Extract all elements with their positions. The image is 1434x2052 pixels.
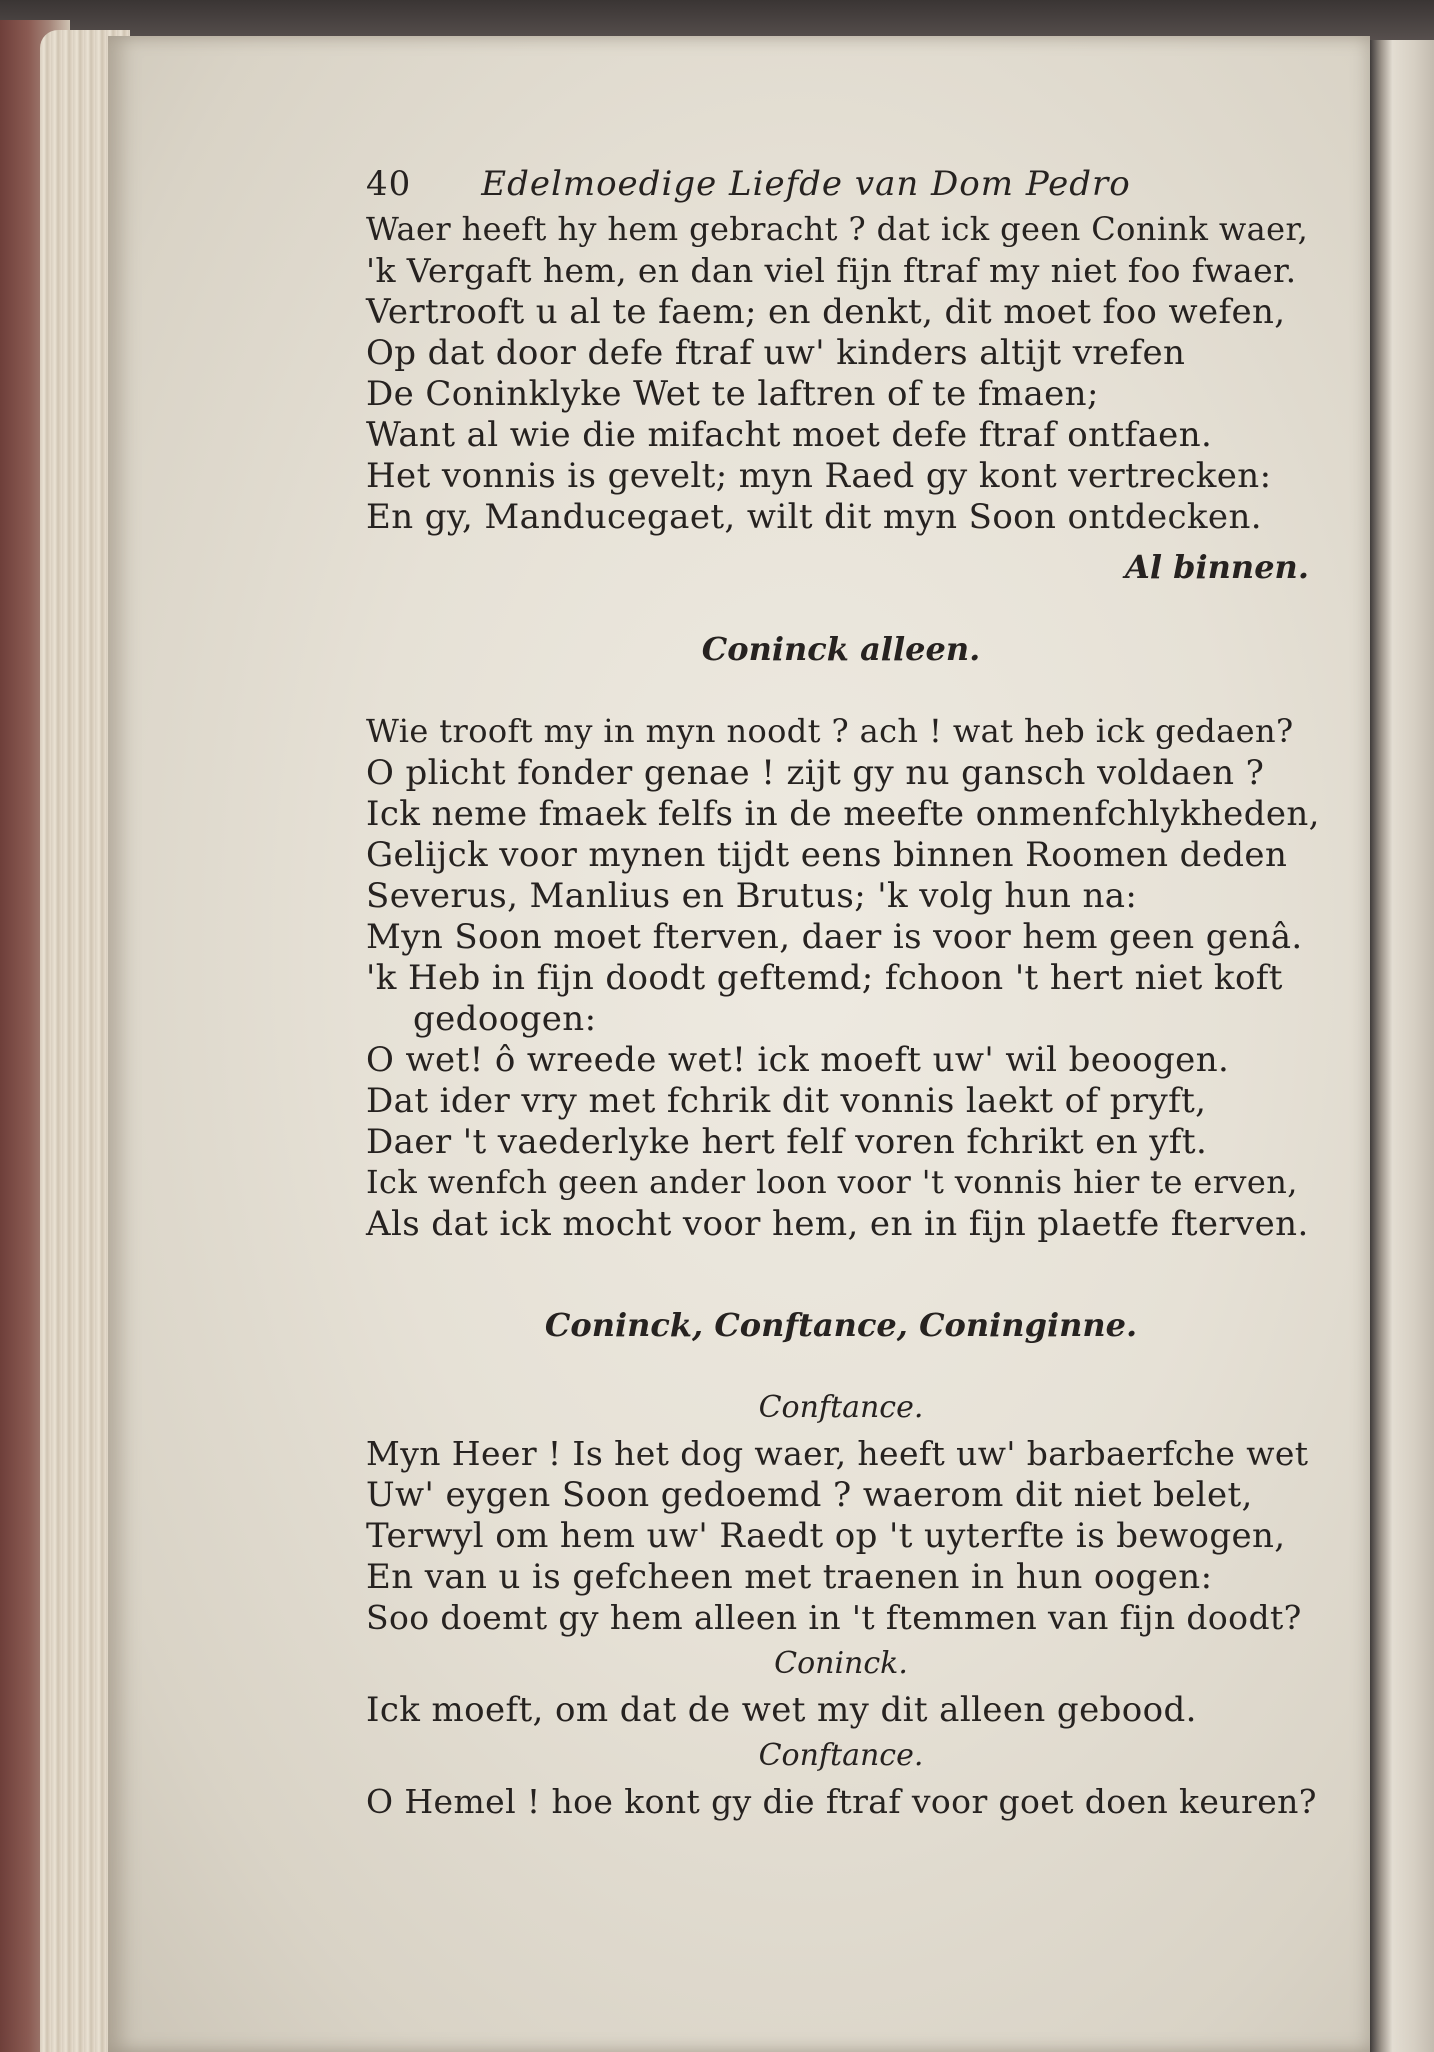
verse-line: Vertrooft u al te faem; en denkt, dit moet foo wefen, — [366, 292, 1286, 332]
verse-line: Wie trooft my in myn noodt ? ach ! wat heb ick gedaen? — [366, 712, 1294, 750]
stage-direction: Al binnen. — [1125, 548, 1309, 586]
verse-line: En gy, Manducegaet, wilt dit myn Soon ontdecken. — [366, 497, 1262, 537]
speaker-name: Coninck. — [774, 1646, 908, 1681]
scene-heading: Coninck, Conftance, Coninginne. — [544, 1306, 1138, 1344]
verse-line: Waer heeft hy hem gebracht ? dat ick geen Conink waer, — [366, 210, 1309, 248]
verse-line: Myn Soon moet fterven, daer is voor hem geen genâ. — [366, 917, 1303, 957]
page-number: 40 — [366, 164, 412, 204]
running-title: Edelmoedige Liefde van Dom Pedro — [481, 164, 1131, 204]
verse-line: 'k Vergaft hem, en dan viel fijn ftraf my niet foo fwaer. — [366, 251, 1297, 290]
verse-line: Myn Heer ! Is het dog waer, heeft uw' barbaerfche wet — [366, 1434, 1309, 1473]
scene-heading: Coninck alleen. — [701, 630, 981, 668]
verse-line: Gelijck voor mynen tijdt eens binnen Roomen deden — [366, 835, 1288, 875]
verse-line: Als dat ick mocht voor hem, en in fijn plaetfe fterven. — [366, 1204, 1309, 1244]
verse-line: O wet! ô wreede wet! ick moeft uw' wil beoogen. — [366, 1040, 1230, 1080]
verse-line: Op dat door defe ftraf uw' kinders altijt vrefen — [366, 333, 1186, 373]
verse-line: Daer 't vaederlyke hert felf voren fchrikt en yft. — [366, 1122, 1208, 1162]
verse-line: Het vonnis is gevelt; myn Raed gy kont vertrecken: — [366, 456, 1272, 496]
verse-line: O plicht fonder genae ! zijt gy nu gansch voldaen ? — [366, 753, 1265, 793]
verse-line: Ick neme fmaek felfs in de meefte onmenfchlykheden, — [366, 794, 1320, 834]
verse-line: Ick wenfch geen ander loon voor 't vonnis hier te erven, — [366, 1163, 1298, 1201]
verse-line-continued: gedoogen: — [413, 999, 597, 1039]
verse-line: 'k Heb in fijn doodt geftemd; fchoon 't hert niet koft — [366, 958, 1283, 998]
verse-line: Want al wie die mifacht moet defe ftraf ontfaen. — [366, 415, 1213, 455]
speaker-name: Conftance. — [758, 1738, 924, 1773]
verse-line: De Coninklyke Wet te laftren of te fmaen; — [366, 374, 1099, 414]
verse-line: Severus, Manlius en Brutus; 'k volg hun na: — [366, 876, 1138, 916]
verse-line: Uw' eygen Soon gedoemd ? waerom dit niet belet, — [366, 1475, 1253, 1515]
running-header — [366, 164, 1131, 204]
verse-line: Dat ider vry met fchrik dit vonnis laekt of pryft, — [366, 1081, 1207, 1121]
verse-line: O Hemel ! hoe kont gy die ftraf voor goet doen keuren? — [366, 1782, 1317, 1821]
verse-line: Terwyl om hem uw' Raedt op 't uyterfte is bewogen, — [366, 1516, 1286, 1556]
verse-line: En van u is gefcheen met traenen in hun oogen: — [366, 1557, 1213, 1597]
verse-line: Soo doemt gy hem alleen in 't ftemmen van fijn doodt? — [366, 1598, 1302, 1637]
page-edges-right — [1370, 40, 1434, 2052]
speaker-name: Conftance. — [758, 1390, 924, 1425]
verse-line: Ick moeft, om dat de wet my dit alleen gebood. — [366, 1690, 1197, 1730]
